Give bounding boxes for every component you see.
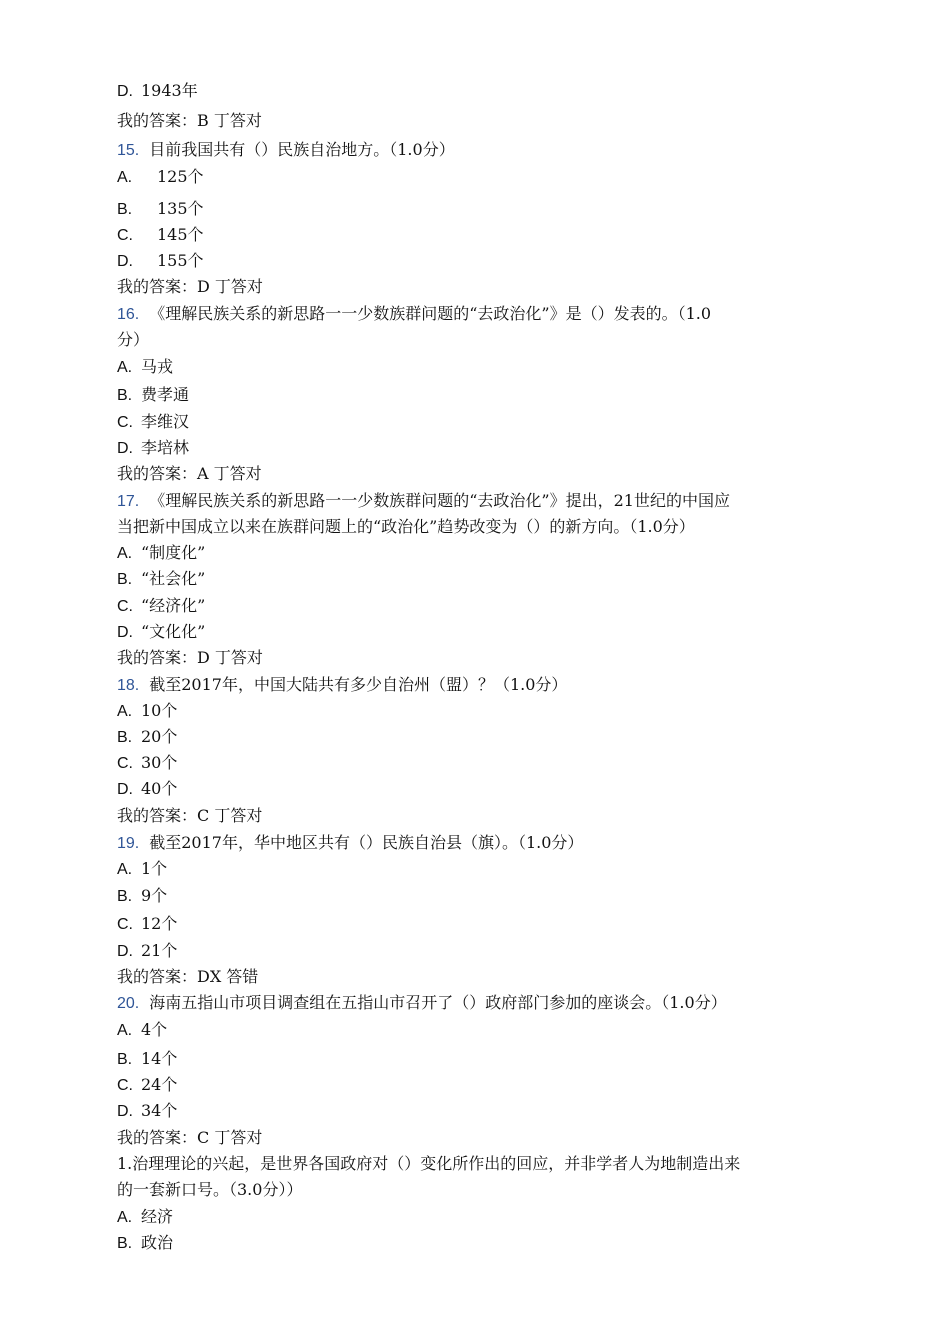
option-line	[117, 938, 838, 965]
option-text: 30个	[141, 753, 178, 772]
option-text: 40个	[141, 779, 178, 798]
option-text: 9个	[141, 886, 168, 905]
option-line	[117, 856, 838, 883]
option-letter: D.	[117, 1103, 133, 1120]
option-text: 20个	[141, 727, 178, 746]
option-text: 经济	[141, 1207, 174, 1226]
option-letter: B.	[117, 729, 133, 746]
option-text: 12个	[141, 914, 178, 933]
option-text: 政治	[141, 1233, 174, 1252]
option-letter: A.	[117, 1022, 133, 1039]
answer-line: 我的答案：D 丁答对	[117, 277, 263, 296]
option-letter: D.	[117, 943, 133, 960]
question-line	[117, 301, 838, 328]
option-line	[117, 724, 838, 751]
option-text: 费孝通	[141, 385, 190, 404]
option-text: “经济化”	[141, 596, 206, 615]
question-line: 1.治理理论的兴起，是世界各国政府对（）变化所作出的回应，并非学者人为地制造出来	[117, 1154, 741, 1173]
option-letter: D.	[117, 781, 133, 798]
question-number: 19.	[117, 835, 140, 852]
option-letter: D.	[117, 253, 133, 270]
option-text: 34个	[141, 1101, 178, 1120]
question-text: 目前我国共有（）民族自治地方。（1.0分）	[149, 140, 455, 159]
question-line	[117, 672, 838, 699]
option-line	[117, 883, 838, 910]
option-line	[117, 248, 838, 275]
option-line	[117, 1098, 838, 1125]
question-text: 截至2017年，华中地区共有（）民族自治县（旗）。（1.0分）	[149, 833, 584, 852]
option-line	[117, 1072, 838, 1099]
option-line	[117, 698, 838, 725]
option-letter: A.	[117, 1209, 133, 1226]
option-text: 4个	[141, 1020, 168, 1039]
option-line	[117, 619, 838, 646]
option-text: 125个	[157, 167, 204, 186]
answer-line: 我的答案：D 丁答对	[117, 648, 263, 667]
option-text: “文化化”	[141, 622, 206, 641]
question-text: 《理解民族关系的新思路一一少数族群问题的“去政治化”》是（）发表的。（1.0	[149, 304, 712, 323]
question-line	[117, 990, 838, 1017]
option-letter: D.	[117, 83, 133, 100]
answer-line: 我的答案：DX 答错	[117, 967, 259, 986]
option-letter: C.	[117, 414, 133, 431]
option-line	[117, 222, 838, 249]
answer-line: 我的答案：A 丁答对	[117, 464, 262, 483]
option-letter: B.	[117, 387, 133, 404]
option-letter: B.	[117, 1235, 133, 1252]
option-letter: D.	[117, 624, 133, 641]
question-line	[117, 830, 838, 857]
question-number: 18.	[117, 677, 140, 694]
option-letter: A.	[117, 359, 133, 376]
option-letter: C.	[117, 1077, 133, 1094]
question-continuation: 的一套新口号。（3.0分））	[117, 1180, 303, 1199]
question-line	[117, 488, 838, 515]
option-line	[117, 78, 838, 105]
option-letter: B.	[117, 1051, 133, 1068]
answer-line: 我的答案：C 丁答对	[117, 806, 263, 825]
option-line	[117, 409, 838, 436]
option-line	[117, 1046, 838, 1073]
option-line	[117, 776, 838, 803]
option-text: 155个	[157, 251, 204, 270]
option-line	[117, 750, 838, 777]
question-number: 15.	[117, 142, 140, 159]
option-text: 145个	[157, 225, 204, 244]
option-line	[117, 382, 838, 409]
question-continuation: 当把新中国成立以来在族群问题上的“政治化”趋势改变为（）的新方向。（1.0分）	[117, 517, 695, 536]
option-text: 135个	[157, 199, 204, 218]
option-letter: C.	[117, 916, 133, 933]
option-text: “社会化”	[141, 569, 206, 588]
option-letter: A.	[117, 861, 133, 878]
option-line	[117, 196, 838, 223]
option-text: 14个	[141, 1049, 178, 1068]
question-number: 16.	[117, 306, 140, 323]
option-text: 1个	[141, 859, 168, 878]
option-letter: A.	[117, 169, 133, 186]
option-letter: C.	[117, 598, 133, 615]
option-text: 李培林	[141, 438, 190, 457]
option-letter: B.	[117, 888, 133, 905]
option-letter: B.	[117, 201, 133, 218]
question-number: 20.	[117, 995, 140, 1012]
option-line	[117, 164, 838, 191]
option-text: 24个	[141, 1075, 178, 1094]
answer-line: 我的答案：C 丁答对	[117, 1128, 263, 1147]
option-line	[117, 354, 838, 381]
option-text: 李维汉	[141, 412, 190, 431]
question-number: 17.	[117, 493, 140, 510]
question-line	[117, 137, 838, 164]
question-continuation: 分）	[117, 330, 150, 349]
option-line	[117, 566, 838, 593]
option-line	[117, 1017, 838, 1044]
answer-line: 我的答案：B 丁答对	[117, 111, 262, 130]
option-text: 1943年	[141, 81, 198, 100]
option-line	[117, 911, 838, 938]
option-text: 马戎	[141, 357, 174, 376]
option-line	[117, 1204, 838, 1231]
option-text: 10个	[141, 701, 178, 720]
option-text: “制度化”	[141, 543, 206, 562]
option-letter: C.	[117, 227, 133, 244]
option-letter: C.	[117, 755, 133, 772]
question-text: 海南五指山市项目调查组在五指山市召开了（）政府部门参加的座谈会。（1.0分）	[149, 993, 727, 1012]
option-letter: B.	[117, 571, 133, 588]
option-line	[117, 435, 838, 462]
option-letter: D.	[117, 440, 133, 457]
question-text: 《理解民族关系的新思路一一少数族群问题的“去政治化”》提出，21世纪的中国应	[149, 491, 730, 510]
option-letter: A.	[117, 703, 133, 720]
option-text: 21个	[141, 941, 178, 960]
option-line	[117, 593, 838, 620]
option-line	[117, 1230, 838, 1257]
option-letter: A.	[117, 545, 133, 562]
option-line	[117, 540, 838, 567]
question-text: 截至2017年，中国大陆共有多少自治州（盟）？（1.0分）	[149, 675, 568, 694]
